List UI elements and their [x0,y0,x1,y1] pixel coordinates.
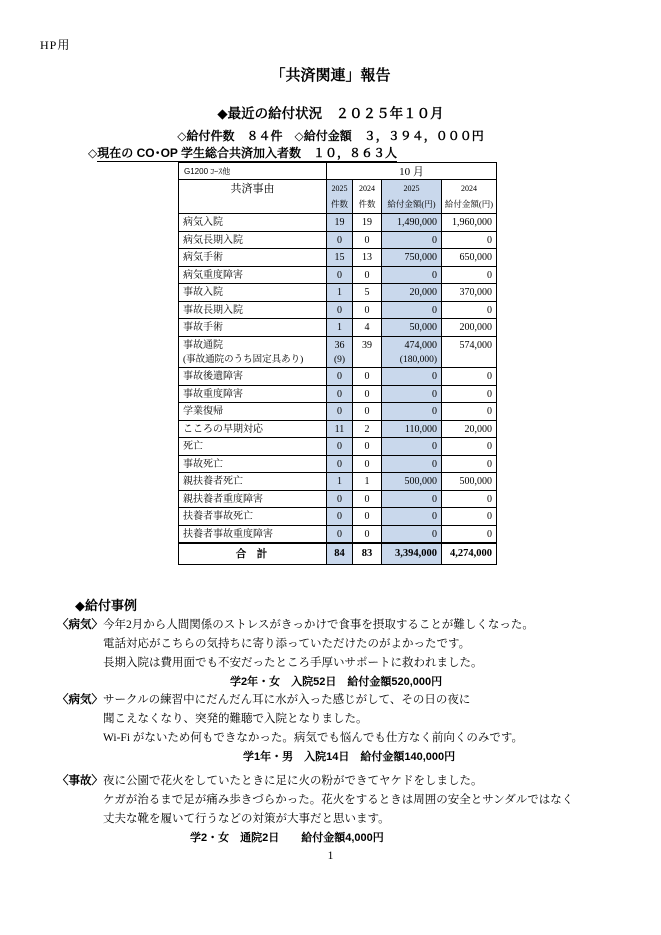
amount-2025: 0 [382,508,442,526]
amount-2024: 0 [442,490,497,508]
amount-2024: 500,000 [442,473,497,491]
amount-2024: 0 [442,385,497,403]
case-line: 長期入院は費用面でも不安だったところ手厚いサポートに救われました。 [103,657,483,669]
case-body [103,772,613,848]
total-amount-2025: 3,394,000 [382,543,442,564]
amount-2024: 0 [442,368,497,386]
section-benefit-status-title: ◆最近の給付状況 ２０２５年１０月 [217,106,444,121]
month-header-cell: 10 月 [327,163,497,180]
total-amount-2024: 4,274,000 [442,543,497,564]
count-2024: 0 [353,508,382,526]
row-label: 事故重度障害 [179,385,327,403]
column-header-2024-amount: 2024 給付金額(円) [442,180,497,214]
case-item [57,691,613,767]
amount-2025: 0 [382,385,442,403]
amount-2024: 370,000 [442,284,497,302]
cases-list [57,0,657,935]
count-2025: 0 [327,403,353,421]
case-line: 今年2月から人間関係のストレスがきっかけで食事を摂取することが難しくなった。 [103,619,534,631]
row-label: 事故後遺障害 [179,368,327,386]
amount-2024: 0 [442,525,497,543]
amount-2025: 500,000 [382,473,442,491]
count-2025: 0 [327,301,353,319]
case-line: 電話対応がこちらの気持ちに寄り添っていただけたのがよかったです。 [103,638,471,650]
total-count-2024: 83 [353,543,382,564]
case-tag: 〈事故〉 [57,775,103,787]
count-2025: 1 [327,473,353,491]
column-header-2025-count: 2025 件数 [327,180,353,214]
count-2024: 0 [353,525,382,543]
amount-2025: 474,000 (180,000) [382,336,442,368]
page-number: 1 [327,850,334,862]
amount-2025: 1,490,000 [382,214,442,232]
amount-2025: 750,000 [382,249,442,267]
total-count-2025: 84 [327,543,353,564]
benefit-stats-line: ◇給付件数 ８４件 ◇給付金額 ３，３９４，０００円 [177,129,484,143]
row-label: 病気手術 [179,249,327,267]
row-label: 親扶養者重度障害 [179,490,327,508]
amount-2025: 0 [382,525,442,543]
count-2025: 19 [327,214,353,232]
case-item [57,616,613,692]
count-2024: 4 [353,319,382,337]
amount-2024: 0 [442,403,497,421]
amount-2024: 1,960,000 [442,214,497,232]
case-item [57,772,613,848]
count-2024: 0 [353,301,382,319]
amount-2024: 650,000 [442,249,497,267]
row-label: 親扶養者死亡 [179,473,327,491]
amount-2025: 0 [382,301,442,319]
count-2025: 11 [327,420,353,438]
amount-2024: 0 [442,508,497,526]
amount-2025: 20,000 [382,284,442,302]
row-label: 事故長期入院 [179,301,327,319]
case-body [103,616,613,692]
row-label: 病気入院 [179,214,327,232]
row-label: こころの早期対応 [179,420,327,438]
amount-2025: 0 [382,455,442,473]
case-summary: 学1年・男 入院14日 給付金額140,000円 [243,751,456,763]
row-label: 事故通院 (事故通院のうち固定具あり) [179,336,327,368]
case-body [103,691,613,767]
row-label: 事故入院 [179,284,327,302]
case-line: 丈夫な靴を履いて行うなどの対策が大事だと思います。 [103,813,390,825]
count-2024: 39 [353,336,382,368]
count-2024: 2 [353,420,382,438]
amount-2025: 0 [382,490,442,508]
case-line: 聞こえなくなり、突発的難聴で入院となりました。 [103,713,368,725]
count-2024: 0 [353,368,382,386]
table-corner-cell: G1200 ｺｰｽ他 [179,163,327,180]
amount-2024: 0 [442,231,497,249]
row-label: 死亡 [179,438,327,456]
amount-2025: 0 [382,403,442,421]
count-2024: 19 [353,214,382,232]
count-2025: 0 [327,266,353,284]
row-label: 事故死亡 [179,455,327,473]
count-2025: 0 [327,368,353,386]
case-summary: 学2・女 通院2日 給付金額4,000円 [190,832,384,844]
count-2025: 0 [327,508,353,526]
membership-line-text: 現在の CO･OP 学生総合共済加入者数 １０，８６３人 [97,146,398,160]
amount-2025: 50,000 [382,319,442,337]
amount-2024: 200,000 [442,319,497,337]
column-header-2025-amount: 2025 給付金額(円) [382,180,442,214]
count-2025: 1 [327,319,353,337]
amount-2025: 0 [382,231,442,249]
count-2025: 1 [327,284,353,302]
count-2024: 1 [353,473,382,491]
section-case-examples-title: ◆給付事例 [75,598,137,613]
count-2024: 13 [353,249,382,267]
case-line: Wi-Fi がないため何もできなかった。病気でも悩んでも仕方なく前向くのみです。 [103,732,523,744]
amount-2024: 0 [442,266,497,284]
row-label: 事故手術 [179,319,327,337]
hp-label: HP用 [40,38,71,52]
case-line: 夜に公園で花火をしていたときに足に火の粉ができてヤケドをしました。 [103,775,483,787]
case-summary: 学2年・女 入院52日 給付金額520,000円 [230,676,443,688]
count-2025: 0 [327,231,353,249]
count-2025: 0 [327,525,353,543]
cause-header-cell: 共済事由 [179,180,327,214]
amount-2024: 0 [442,301,497,319]
count-2024: 0 [353,490,382,508]
count-2025: 0 [327,455,353,473]
page-title: 「共済関連」報告 [270,67,391,84]
amount-2024: 20,000 [442,420,497,438]
total-label: 合 計 [179,543,327,564]
column-header-2024-count: 2024 件数 [353,180,382,214]
count-2024: 0 [353,385,382,403]
case-line: サークルの練習中にだんだん耳に水が入った感じがして、その日の夜に [103,694,471,706]
amount-2025: 0 [382,368,442,386]
membership-line-prefix: ◇ [88,146,98,160]
row-label: 病気長期入院 [179,231,327,249]
amount-2025: 0 [382,266,442,284]
amount-2024: 0 [442,455,497,473]
amount-2024: 0 [442,438,497,456]
row-label: 学業復帰 [179,403,327,421]
count-2025: 0 [327,438,353,456]
count-2024: 5 [353,284,382,302]
row-label: 扶養者事故重度障害 [179,525,327,543]
count-2025: 36 (9) [327,336,353,368]
count-2024: 0 [353,438,382,456]
count-2025: 0 [327,490,353,508]
count-2024: 0 [353,231,382,249]
count-2025: 0 [327,385,353,403]
count-2024: 0 [353,403,382,421]
amount-2025: 0 [382,438,442,456]
case-line: ケガが治るまで足が痛み歩きづらかった。花火をするときは周囲の安全とサンダルではなく [103,794,574,806]
row-label: 病気重度障害 [179,266,327,284]
count-2024: 0 [353,266,382,284]
amount-2025: 110,000 [382,420,442,438]
row-label: 扶養者事故死亡 [179,508,327,526]
count-2025: 15 [327,249,353,267]
case-tag: 〈病気〉 [57,694,103,706]
amount-2024: 574,000 [442,336,497,368]
case-tag: 〈病気〉 [57,619,103,631]
count-2024: 0 [353,455,382,473]
